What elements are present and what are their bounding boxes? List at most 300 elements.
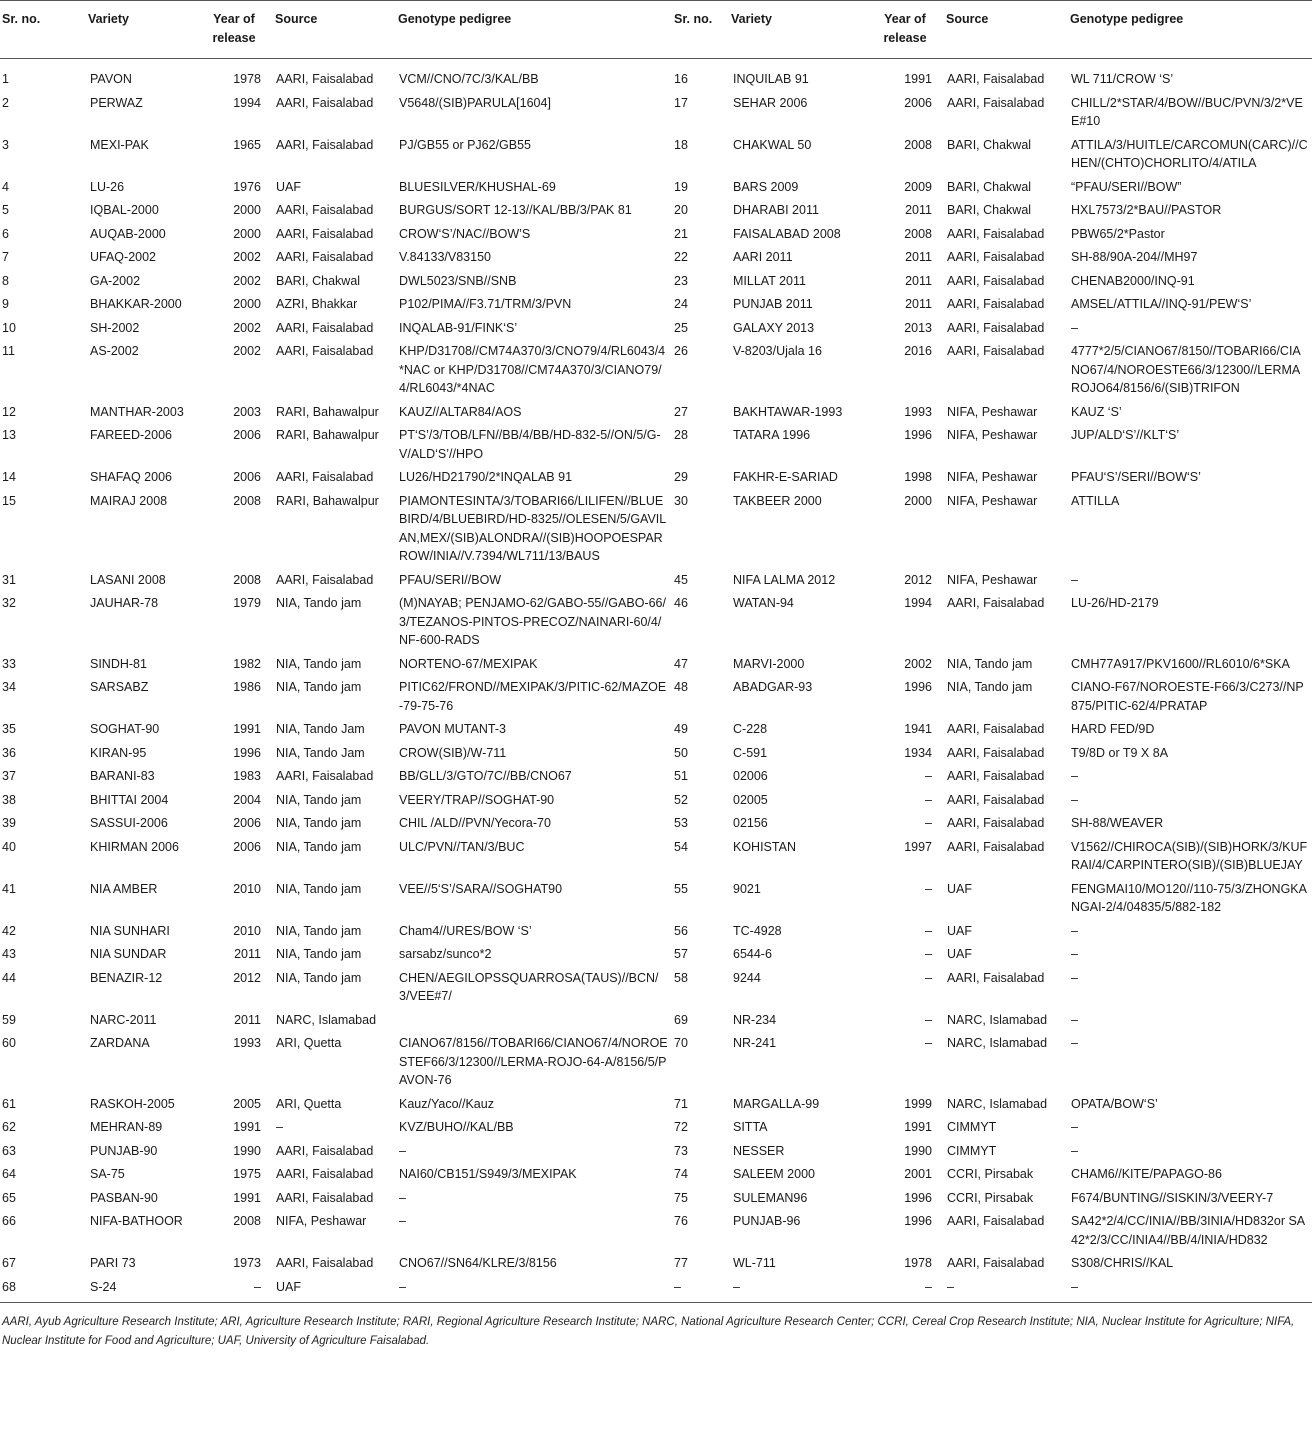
left-pedigree-cell: CIANO67/8156//TOBARI66/CIANO67/4/NOROESTEF66/3/12300//LERMA-ROJO-64-A/8156/5/PAVON-76: [399, 1036, 668, 1087]
left-sr-no-cell: 9: [2, 297, 9, 311]
left-variety-cell: SH-2002: [90, 320, 140, 335]
right-source-cell: AARI, Faisalabad: [947, 722, 1045, 736]
right-variety-cell: TATARA 1996: [733, 428, 811, 442]
right-variety-cell: FAISALABAD 2008: [733, 226, 841, 241]
right-year-cell: 2001: [904, 1167, 932, 1181]
left-pedigree-cell: PITIC62/FROND//MEXIPAK/3/PITIC-62/MAZOE-79-75-76: [399, 680, 667, 713]
right-year-cell: 1996: [904, 428, 932, 442]
right-sr-no-cell: 29: [674, 470, 688, 484]
right-year-cell: 2011: [905, 250, 932, 264]
right-sr-no-cell: 28: [674, 428, 688, 442]
right-sr-no-cell: 71: [674, 1096, 688, 1111]
left-pedigree-cell: Kauz/Yaco//Kauz: [399, 1096, 494, 1111]
table-row: [0, 91, 1312, 133]
table-row: [0, 1139, 1312, 1163]
left-variety-cell: IQBAL-2000: [90, 203, 159, 217]
table-row: [0, 591, 1312, 652]
left-pedigree-cell: –: [399, 1190, 406, 1205]
left-year-cell: 1991: [233, 1190, 261, 1205]
right-year-cell: 2006: [904, 95, 932, 110]
left-pedigree-cell: –: [396, 1275, 672, 1303]
table-row: [0, 568, 1312, 592]
right-variety-cell: INQUILAB 91: [733, 72, 809, 86]
right-pedigree-cell: AMSEL/ATTILA//INQ-91/PEW‘S’: [1071, 297, 1252, 311]
right-sr-no-cell: 51: [674, 769, 688, 783]
header-variety: Variety: [86, 1, 197, 59]
left-year-cell: 2004: [233, 792, 261, 807]
right-source-cell: NARC, Islamabad: [947, 1096, 1048, 1111]
right-source-cell: AARI, Faisalabad: [947, 1256, 1045, 1270]
left-source-cell: BARI, Chakwal: [276, 273, 361, 288]
left-sr-no-cell: 33: [2, 656, 16, 671]
right-source-cell: CIMMYT: [947, 1143, 997, 1158]
left-pedigree-cell: ULC/PVN//TAN/3/BUC: [399, 839, 525, 854]
left-sr-no-cell: 68: [0, 1275, 86, 1303]
left-pedigree-cell: CHIL /ALD//PVN/Yecora-70: [399, 816, 551, 830]
left-variety-cell: PUNJAB-90: [90, 1143, 158, 1158]
right-variety-cell: C-228: [733, 722, 768, 736]
table-row: [0, 175, 1312, 199]
right-source-cell: CIMMYT: [947, 1120, 997, 1134]
right-variety-cell: CHAKWAL 50: [733, 137, 812, 152]
left-source-cell: RARI, Bahawalpur: [276, 493, 379, 508]
left-pedigree-cell: NORTENO-67/MEXIPAK: [399, 656, 538, 671]
right-pedigree-cell: SA42*2/4/CC/INIA//BB/3INIA/HD832or SA42*2/3/CC/INIA4//BB/4/INIA/HD832: [1071, 1214, 1306, 1247]
right-sr-no-cell: 72: [674, 1120, 688, 1134]
left-year-cell: 1991: [233, 722, 261, 736]
right-year-cell: 1993: [904, 404, 932, 419]
left-sr-no-cell: 5: [2, 203, 9, 217]
table-row: [0, 316, 1312, 340]
left-pedigree-cell: Cham4//URES/BOW ‘S’: [399, 923, 532, 938]
right-pedigree-cell: –: [1071, 1036, 1078, 1050]
left-pedigree-cell: –: [399, 1143, 406, 1158]
table-body: [0, 59, 1312, 1303]
table-row: [0, 919, 1312, 943]
right-sr-no-cell: 74: [674, 1167, 688, 1181]
left-variety-cell: ZARDANA: [90, 1036, 150, 1050]
header-sr-no: Sr. no.: [0, 1, 86, 59]
right-pedigree-cell: HARD FED/9D: [1071, 722, 1155, 736]
table-row: [0, 788, 1312, 812]
right-variety-cell: BAKHTAWAR-1993: [733, 404, 843, 419]
left-variety-cell: S-24: [86, 1275, 197, 1303]
right-variety-cell: 02005: [733, 792, 768, 807]
right-year-cell: 1996: [904, 1190, 932, 1205]
left-pedigree-cell: (M)NAYAB; PENJAMO-62/GABO-55//GABO-66/3/TEZANOS-PINTOS-PRECOZ/NAINARI-60/4/NF-600-RADS: [399, 596, 666, 647]
right-pedigree-cell: F674/BUNTING//SISKIN/3/VEERY-7: [1071, 1190, 1274, 1205]
left-variety-cell: MAIRAJ 2008: [90, 493, 168, 508]
left-pedigree-cell: BB/GLL/3/GTO/7C//BB/CNO67: [399, 769, 572, 783]
right-sr-no-cell: 46: [674, 596, 688, 610]
left-year-cell: 2006: [233, 816, 261, 830]
right-sr-no-cell: 53: [674, 816, 688, 830]
left-year-cell: 2000: [233, 297, 261, 311]
right-year-cell: 2009: [904, 179, 932, 194]
left-variety-cell: SASSUI-2006: [90, 816, 168, 830]
left-source-cell: ARI, Quetta: [276, 1036, 342, 1050]
table-header: [0, 1, 1312, 59]
left-source-cell: AARI, Faisalabad: [276, 769, 374, 783]
right-pedigree-cell: WL 711/CROW ‘S’: [1071, 72, 1174, 86]
left-pedigree-cell: sarsabz/sunco*2: [399, 947, 492, 961]
header-genotype-pedigree-right: Genotype pedigree: [1068, 1, 1312, 59]
left-year-cell: 2011: [234, 1012, 261, 1027]
left-sr-no-cell: 63: [2, 1143, 16, 1158]
header-source-right: Source: [944, 1, 1068, 59]
left-pedigree-cell: P102/PIMA//F3.71/TRM/3/PVN: [399, 297, 572, 311]
right-variety-cell: TAKBEER 2000: [733, 493, 822, 508]
table-row: [0, 675, 1312, 717]
right-variety-cell: NR-234: [733, 1012, 777, 1027]
right-year-cell: 1941: [904, 722, 932, 736]
left-sr-no-cell: 3: [2, 137, 9, 152]
left-source-cell: RARI, Bahawalpur: [276, 404, 379, 419]
right-variety-cell: –: [729, 1275, 868, 1303]
right-sr-no-cell: 55: [674, 881, 688, 896]
right-pedigree-cell: FENGMAI10/MO120//110-75/3/ZHONGKANGAI-2/4/04835/5/882-182: [1071, 881, 1307, 914]
right-source-cell: AARI, Faisalabad: [947, 1214, 1045, 1228]
right-sr-no-cell: –: [672, 1275, 729, 1303]
header-variety-right: Variety: [729, 1, 868, 59]
right-sr-no-cell: 56: [674, 923, 688, 938]
right-sr-no-cell: 30: [674, 493, 688, 508]
left-source-cell: –: [276, 1120, 283, 1134]
left-pedigree-cell: PJ/GB55 or PJ62/GB55: [399, 137, 532, 152]
left-year-cell: 2000: [233, 203, 261, 217]
left-year-cell: 2010: [233, 881, 261, 896]
left-year-cell: 2010: [233, 923, 261, 938]
right-pedigree-cell: HXL7573/2*BAU//PASTOR: [1071, 203, 1222, 217]
left-variety-cell: JAUHAR-78: [90, 596, 159, 610]
right-source-cell: –: [944, 1275, 1068, 1303]
table-row: [0, 942, 1312, 966]
right-pedigree-cell: SH-88/WEAVER: [1071, 816, 1164, 830]
right-sr-no-cell: 69: [674, 1012, 688, 1027]
right-variety-cell: WL-711: [733, 1256, 776, 1270]
left-sr-no-cell: 1: [2, 72, 9, 86]
left-variety-cell: BARANI-83: [90, 769, 155, 783]
right-year-cell: 1997: [904, 839, 932, 854]
table-row: [0, 292, 1312, 316]
right-sr-no-cell: 19: [674, 179, 688, 194]
table-row: [0, 465, 1312, 489]
right-pedigree-cell: CHILL/2*STAR/4/BOW//BUC/PVN/3/2*VEE#10: [1071, 95, 1303, 128]
left-variety-cell: RASKOH-2005: [90, 1096, 175, 1111]
right-source-cell: AARI, Faisalabad: [947, 344, 1045, 358]
table-row: [0, 269, 1312, 293]
left-variety-cell: MANTHAR-2003: [90, 404, 184, 419]
left-source-cell: AARI, Faisalabad: [276, 1256, 374, 1270]
left-variety-cell: PERWAZ: [90, 95, 143, 110]
left-pedigree-cell: CHEN/AEGILOPSSQUARROSA(TAUS)//BCN/3/VEE#7/: [399, 970, 659, 1003]
left-sr-no-cell: 7: [2, 250, 9, 264]
right-year-cell: –: [868, 1275, 944, 1303]
right-variety-cell: DHARABI 2011: [733, 203, 819, 217]
left-year-cell: 1986: [233, 680, 261, 694]
right-variety-cell: SEHAR 2006: [733, 95, 808, 110]
left-sr-no-cell: 10: [2, 320, 16, 335]
right-year-cell: 2011: [905, 203, 932, 217]
left-source-cell: NIA, Tando jam: [276, 923, 362, 938]
left-pedigree-cell: CNO67//SN64/KLRE/3/8156: [399, 1256, 557, 1270]
left-source-cell: NARC, Islamabad: [276, 1012, 377, 1027]
right-pedigree-cell: SH-88/90A-204//MH97: [1071, 250, 1198, 264]
right-year-cell: 1994: [904, 596, 932, 610]
right-sr-no-cell: 48: [674, 680, 688, 694]
left-source-cell: AARI, Faisalabad: [276, 1167, 374, 1181]
right-source-cell: AARI, Faisalabad: [947, 250, 1045, 264]
left-pedigree-cell: [396, 1008, 672, 1032]
table-row: [0, 222, 1312, 246]
left-pedigree-cell: CROW(SIB)/W-711: [399, 745, 507, 760]
right-variety-cell: C-591: [733, 745, 768, 760]
right-pedigree-cell: –: [1071, 1120, 1078, 1134]
right-sr-no-cell: 16: [674, 72, 688, 86]
right-year-cell: 1996: [904, 1214, 932, 1228]
right-year-cell: 2008: [904, 137, 932, 152]
left-sr-no-cell: 65: [2, 1190, 16, 1205]
left-sr-no-cell: 37: [2, 769, 16, 783]
left-year-cell: 2002: [233, 250, 261, 264]
right-sr-no-cell: 47: [674, 656, 688, 671]
table-row: [0, 1186, 1312, 1210]
left-year-cell: 2006: [233, 428, 261, 442]
right-pedigree-cell: –: [1071, 923, 1078, 938]
right-variety-cell: KOHISTAN: [733, 839, 796, 854]
right-sr-no-cell: 57: [674, 947, 688, 961]
left-year-cell: 1979: [233, 596, 261, 610]
right-year-cell: –: [925, 970, 932, 985]
right-source-cell: AARI, Faisalabad: [947, 320, 1045, 335]
right-year-cell: 1996: [904, 680, 932, 694]
left-source-cell: AARI, Faisalabad: [276, 203, 374, 217]
right-sr-no-cell: 26: [674, 344, 688, 358]
right-year-cell: –: [925, 769, 932, 783]
header-genotype-pedigree: Genotype pedigree: [396, 1, 672, 59]
right-sr-no-cell: 25: [674, 320, 688, 335]
right-sr-no-cell: 76: [674, 1214, 688, 1228]
right-sr-no-cell: 49: [674, 722, 688, 736]
left-pedigree-cell: KAUZ//ALTAR84/AOS: [399, 404, 522, 419]
left-sr-no-cell: 66: [2, 1214, 16, 1228]
right-source-cell: NARC, Islamabad: [947, 1012, 1048, 1027]
right-sr-no-cell: 70: [674, 1036, 688, 1050]
left-sr-no-cell: 8: [2, 273, 9, 288]
left-source-cell: NIA, Tando jam: [276, 792, 362, 807]
left-variety-cell: SHAFAQ 2006: [90, 470, 172, 484]
right-source-cell: NIFA, Peshawar: [947, 428, 1038, 442]
left-variety-cell: NARC-2011: [90, 1012, 157, 1027]
right-sr-no-cell: 75: [674, 1190, 688, 1205]
left-variety-cell: NIA SUNDAR: [90, 947, 167, 961]
right-year-cell: 1934: [904, 745, 932, 760]
left-pedigree-cell: KHP/D31708//CM74A370/3/CNO79/4/RL6043/4*NAC or KHP/D31708//CM74A370/3/CIANO79/4/RL6043/*4NAC: [399, 344, 666, 395]
right-pedigree-cell: –: [1071, 1143, 1078, 1158]
right-source-cell: CCRI, Pirsabak: [947, 1167, 1034, 1181]
header-sr-no-right: Sr. no.: [672, 1, 729, 59]
left-variety-cell: UFAQ-2002: [90, 250, 157, 264]
right-variety-cell: MARGALLA-99: [733, 1096, 820, 1111]
right-year-cell: 2002: [904, 656, 932, 671]
right-source-cell: AARI, Faisalabad: [947, 839, 1045, 854]
left-sr-no-cell: 43: [2, 947, 16, 961]
table-row: [0, 1031, 1312, 1092]
header-source: Source: [273, 1, 396, 59]
right-year-cell: 2008: [904, 226, 932, 241]
right-source-cell: AARI, Faisalabad: [947, 95, 1045, 110]
table-row: [0, 811, 1312, 835]
left-pedigree-cell: –: [399, 1214, 406, 1228]
right-sr-no-cell: 27: [674, 404, 688, 419]
left-year-cell: 2002: [233, 344, 261, 358]
right-sr-no-cell: 17: [674, 95, 688, 110]
right-variety-cell: AARI 2011: [733, 250, 793, 264]
left-pedigree-cell: PFAU/SERI//BOW: [399, 572, 502, 587]
right-year-cell: 1991: [904, 1120, 932, 1134]
right-pedigree-cell: V1562//CHIROCA(SIB)/(SIB)HORK/3/KUFRAI/4/CARPINTERO(SIB)/(SIB)BLUEJAY: [1071, 839, 1308, 872]
left-source-cell: AARI, Faisalabad: [276, 1143, 374, 1158]
right-sr-no-cell: 22: [674, 250, 688, 264]
right-variety-cell: 6544-6: [733, 947, 772, 961]
right-source-cell: AARI, Faisalabad: [947, 769, 1045, 783]
left-year-cell: 1976: [233, 179, 261, 194]
left-sr-no-cell: 40: [2, 839, 16, 854]
right-sr-no-cell: 18: [674, 137, 688, 152]
left-variety-cell: BHAKKAR-2000: [90, 297, 182, 311]
left-year-cell: 2011: [234, 947, 261, 961]
left-variety-cell: MEHRAN-89: [90, 1120, 163, 1134]
right-variety-cell: FAKHR-E-SARIAD: [733, 470, 838, 484]
right-variety-cell: SULEMAN96: [733, 1190, 808, 1205]
left-variety-cell: NIFA-BATHOOR: [90, 1214, 183, 1228]
right-pedigree-cell: –: [1068, 1275, 1312, 1303]
left-source-cell: NIA, Tando jam: [276, 816, 362, 830]
left-source-cell: AARI, Faisalabad: [276, 1190, 374, 1205]
right-year-cell: 1978: [904, 1256, 932, 1270]
right-year-cell: –: [925, 1012, 932, 1027]
right-source-cell: AARI, Faisalabad: [947, 72, 1045, 86]
left-source-cell: NIA, Tando jam: [276, 596, 362, 610]
left-pedigree-cell: V.84133/V83150: [399, 250, 491, 264]
left-source-cell: AARI, Faisalabad: [276, 72, 374, 86]
right-sr-no-cell: 45: [674, 572, 688, 587]
left-year-cell: 2006: [233, 470, 261, 484]
left-variety-cell: PARI 73: [90, 1256, 136, 1270]
right-pedigree-cell: CIANO-F67/NOROESTE-F66/3/C273//NP875/PITIC-62/4/PRATAP: [1071, 680, 1304, 713]
left-source-cell: AZRI, Bhakkar: [276, 297, 358, 311]
right-year-cell: 2013: [904, 320, 932, 335]
right-year-cell: 2016: [904, 344, 932, 358]
left-year-cell: 1982: [233, 656, 261, 671]
left-source-cell: NIA, Tando jam: [276, 881, 362, 896]
right-sr-no-cell: 21: [674, 226, 688, 241]
left-variety-cell: NIA AMBER: [90, 881, 158, 896]
left-pedigree-cell: LU26/HD21790/2*INQALAB 91: [399, 470, 573, 484]
left-variety-cell: PASBAN-90: [90, 1190, 158, 1205]
left-source-cell: AARI, Faisalabad: [276, 572, 374, 587]
table-row: [0, 1162, 1312, 1186]
right-variety-cell: PUNJAB 2011: [733, 297, 813, 311]
left-sr-no-cell: 39: [2, 816, 16, 830]
right-source-cell: BARI, Chakwal: [947, 179, 1032, 194]
right-pedigree-cell: S308/CHRIS//KAL: [1071, 1256, 1174, 1270]
right-pedigree-cell: –: [1071, 769, 1078, 783]
left-source-cell: NIA, Tando jam: [276, 656, 362, 671]
left-variety-cell: KIRAN-95: [90, 745, 147, 760]
left-sr-no-cell: 15: [2, 493, 16, 508]
left-variety-cell: FAREED-2006: [90, 428, 172, 442]
left-year-cell: 2002: [233, 273, 261, 288]
right-source-cell: UAF: [947, 881, 972, 896]
table-row: [0, 1115, 1312, 1139]
left-sr-no-cell: 62: [2, 1120, 16, 1134]
right-pedigree-cell: –: [1071, 320, 1078, 335]
left-sr-no-cell: 38: [2, 792, 16, 807]
left-sr-no-cell: 31: [2, 572, 16, 587]
right-year-cell: –: [925, 947, 932, 961]
left-pedigree-cell: CROW‘S’/NAC//BOW’S: [399, 226, 531, 241]
right-variety-cell: GALAXY 2013: [733, 320, 815, 335]
left-sr-no-cell: 42: [2, 923, 16, 938]
left-variety-cell: NIA SUNHARI: [90, 923, 170, 938]
left-source-cell: NIA, Tando Jam: [276, 722, 365, 736]
left-year-cell: 1978: [233, 72, 261, 86]
table-row: [0, 741, 1312, 765]
right-year-cell: 1999: [904, 1096, 932, 1111]
left-sr-no-cell: 67: [2, 1256, 16, 1270]
right-source-cell: AARI, Faisalabad: [947, 297, 1045, 311]
right-sr-no-cell: 23: [674, 273, 688, 288]
left-sr-no-cell: 14: [2, 470, 16, 484]
right-pedigree-cell: ATTILLA: [1071, 493, 1120, 508]
left-variety-cell: GA-2002: [90, 273, 141, 288]
table-row: [0, 835, 1312, 877]
left-source-cell: AARI, Faisalabad: [276, 137, 374, 152]
left-year-cell: 2008: [233, 1214, 261, 1228]
left-sr-no-cell: 2: [2, 95, 9, 110]
left-variety-cell: KHIRMAN 2006: [90, 839, 179, 854]
right-sr-no-cell: 77: [674, 1256, 688, 1270]
left-variety-cell: SINDH-81: [90, 656, 147, 671]
left-sr-no-cell: 6: [2, 226, 9, 241]
left-pedigree-cell: KVZ/BUHO//KAL/BB: [399, 1120, 514, 1134]
left-source-cell: AARI, Faisalabad: [276, 95, 374, 110]
left-year-cell: 2008: [233, 572, 261, 587]
right-source-cell: BARI, Chakwal: [947, 203, 1032, 217]
header-year-of-release: Year of release: [197, 1, 273, 59]
left-pedigree-cell: NAI60/CB151/S949/3/MEXIPAK: [399, 1167, 577, 1181]
right-pedigree-cell: PBW65/2*Pastor: [1071, 226, 1165, 241]
table-row: [0, 966, 1312, 1008]
table-footnote: AARI, Ayub Agriculture Research Institute; ARI, Agriculture Research Institute; RARI, Regional Agriculture Research Institute; NARC, National Agriculture Research Center; CCRI, Cereal Crop Research Institute; NIA, Nuclear Institute for Agriculture; NIFA, Nuclear Institute for Food and Agriculture; UAF, University of Agriculture Faisalabad.: [2, 1316, 1295, 1347]
table-row: [0, 764, 1312, 788]
left-variety-cell: BHITTAI 2004: [90, 792, 169, 807]
right-sr-no-cell: 20: [674, 203, 688, 217]
left-source-cell: RARI, Bahawalpur: [276, 428, 379, 442]
left-sr-no-cell: 64: [2, 1167, 16, 1181]
left-variety-cell: AUQAB-2000: [90, 226, 166, 241]
right-source-cell: AARI, Faisalabad: [947, 226, 1045, 241]
left-sr-no-cell: 36: [2, 745, 16, 760]
right-pedigree-cell: LU-26/HD-2179: [1071, 596, 1159, 610]
left-source-cell: NIA, Tando jam: [276, 947, 362, 961]
left-year-cell: 1990: [233, 1143, 261, 1158]
right-variety-cell: ABADGAR-93: [733, 680, 813, 694]
left-variety-cell: SA-75: [90, 1167, 125, 1181]
right-year-cell: –: [925, 792, 932, 807]
right-source-cell: NARC, Islamabad: [947, 1036, 1048, 1050]
